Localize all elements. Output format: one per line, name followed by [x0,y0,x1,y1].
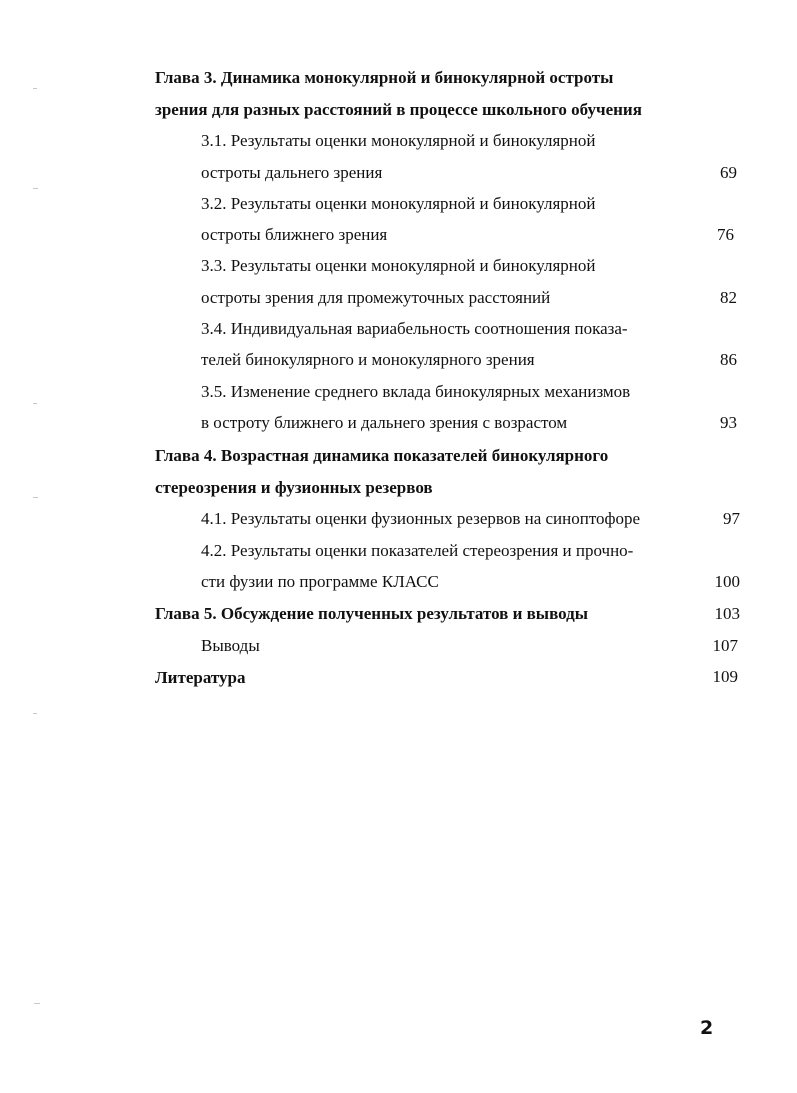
chapter-5-title: Глава 5. Обсуждение полученных результатов и выводы [155,604,589,623]
chapter-5-page: 103 [714,604,740,623]
section-3-5-line-2: в остроту ближнего и дальнего зрения с возрастом [201,413,568,432]
section-3-5-line-1: 3.5. Изменение среднего вклада бинокулярных механизмов [201,382,631,401]
section-3-3-line-1: 3.3. Результаты оценки монокулярной и бинокулярной [201,256,596,275]
conclusions-page: 107 [712,636,738,655]
section-4-2-line-2: сти фузии по программе КЛАСС [201,572,439,591]
conclusions-title: Выводы [201,636,260,655]
section-3-4-line-2: телей бинокулярного и монокулярного зрения [201,350,535,369]
section-4-1-line-1: 4.1. Результаты оценки фузионных резервов на синоптофоре [201,509,641,528]
section-3-1-line-1: 3.1. Результаты оценки монокулярной и бинокулярной [201,131,596,150]
section-3-2-line-1: 3.2. Результаты оценки монокулярной и бинокулярной [201,194,596,213]
section-3-3-page: 82 [720,288,737,307]
section-3-2-line-2: остроты ближнего зрения [201,225,388,244]
section-4-2-line-1: 4.2. Результаты оценки показателей стереозрения и прочно- [201,541,634,560]
section-3-2-page: 76 [717,225,734,244]
chapter-4-title-line-2: стереозрения и фузионных резервов [155,478,433,497]
scan-speck [33,403,37,404]
section-3-4-page: 86 [720,350,737,369]
scan-speck [33,497,38,498]
literature-title: Литература [155,668,246,687]
literature-page: 109 [712,667,738,686]
scan-speck [34,1003,40,1004]
scan-speck [33,713,37,714]
section-3-3-line-2: остроты зрения для промежуточных расстояний [201,288,551,307]
scan-speck [33,88,37,89]
page-number: 2 [700,1017,714,1039]
section-4-2-page: 100 [714,572,740,591]
section-3-5-page: 93 [720,413,737,432]
section-3-1-page: 69 [720,163,737,182]
scan-speck [33,188,38,189]
chapter-3-title-line-2: зрения для разных расстояний в процессе школьного обучения [155,100,642,119]
chapter-3-title-line-1: Глава 3. Динамика монокулярной и бинокулярной остроты [155,68,614,87]
section-3-1-line-2: остроты дальнего зрения [201,163,383,182]
section-4-1-page: 97 [723,509,740,528]
section-3-4-line-1: 3.4. Индивидуальная вариабельность соотношения показа- [201,319,628,338]
chapter-4-title-line-1: Глава 4. Возрастная динамика показателей бинокулярного [155,446,609,465]
